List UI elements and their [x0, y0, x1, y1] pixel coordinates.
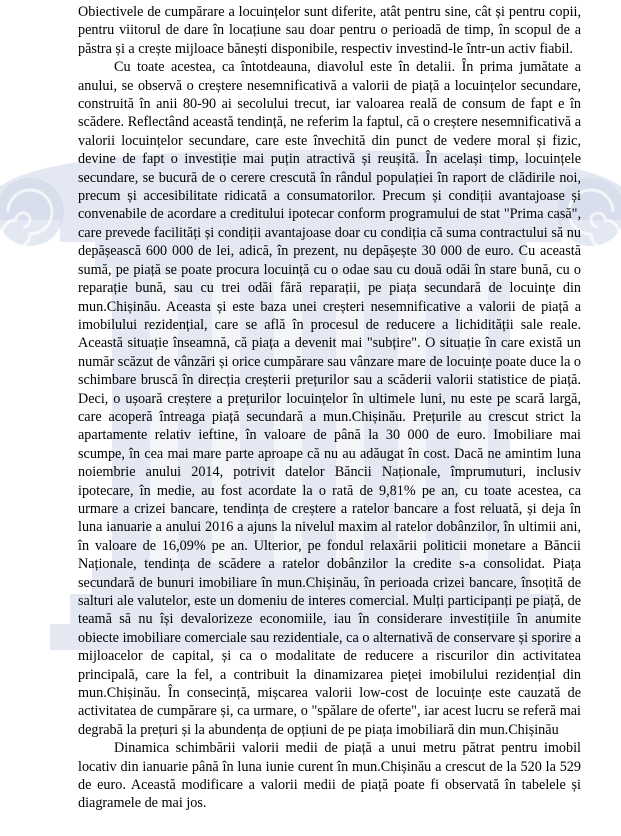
paragraph-main: Cu toate acestea, ca întotdeauna, diavolul este în detalii. În prima jumătate a anului, se observă o creștere nesemnificativă a valorii de piață a locuințelor secundare, construită în anii 80-90 ai secolului trecut, iar valoarea reală de consum de fapt e în scădere. Reflectând această tendință, ne referim la faptul, că o creștere nesemnificativă a valorii locuințelor secundare, care este învechită din punct de vedere moral și fizic, devine de fapt o investiție mai puțin atractivă și reușită. În același timp, locuințele secundare, se bucură de o cerere crescută în rândul populației în raport de clădirile noi, precum și accesibilitate ridicată a consumatorilor. Precum și condiții avantajoase și convenabile de acordare a creditului ipotecar conform programului de stat "Prima casă", care prevede facilități și condiții avantajoase doar cu condiția că suma contractului să nu depășească 600 000 de lei, adică, în prezent, nu depășește 30 000 de euro. Cu această sumă, pe piață se poate procura locuință cu o odae sau cu două odăi în stare bună, cu o reparație bună, sau cu trei odăi fără reparații, pe piața secundară de locuințe din mun.Chișinău. Aceasta și este baza unei creșteri nesemnificative a valorii de piață a imobilului rezidențial, care se află în procesul de reducere a lichidității sale reale. Această situație înseamnă, că piața a devenit mai "subțire". O situație în care există un număr scăzut de vânzări și orice cumpărare sau vânzare mare de locuințe poate duce la o schimbare bruscă în direcția creșterii prețurilor sau a scăderii valorii statistice de piață. Deci, o ușoară creștere a prețurilor locuințelor în ultimele luni, nu este pe scară largă, care acoperă întreaga piață secundară a mun.Chișinău. Prețurile au crescut strict la apartamente relativ ieftine, în valoare de până la 30 000 de euro. Imobiliare mai scumpe, în cea mai mare parte aproape că nu au adăugat în cost. Dacă ne amintim luna noiembrie anului 2014, potrivit datelor Băncii Naționale, împrumuturi, inclusiv ipotecare, în medie, au fost acordate la o rată de 9,81% pe an, cu toate acestea, ca urmare a crizei bancare, tendința de creștere a ratelor bancare a fost reluată, și deja în luna ianuarie a anului 2016 a ajuns la nivelul maxim al ratelor dobânzilor, în ultimii ani, în valoare de 16,09% pe an. Ulterior, pe fondul relaxării politicii monetare a Băncii Naționale, tendința de scădere a ratelor dobânzilor la credite s-a consolidat. Piața secundară de bunuri imobiliare în mun.Chișinău, în perioada crizei bancare, însoțită de salturi ale valutelor, este un domeniu de interes comercial. Mulți participanți pe piață, de teamă să nu își devalorizeze economiile, iau în considerare investițiile în anumite obiecte imobiliare comerciale sau rezidentiale, ca o alternativă de conservare și sporire a mijloacelor de capital, și ca o modalitate de reducere a riscurilor din activitatea principală, care la fel, a contribuit la dinamizarea pieței imobilului rezidențial din mun.Chișinău. În consecință, mișcarea valorii low-cost de locuințe este cauzată de activitatea de cumpărare și, ca urmare, o "spălare de oferte", iar acest lucru se referă mai degrabă la prețuri și la abundența de opțiuni de pe piața imobiliară din mun.Chișinău: [78, 59, 582, 738]
paragraph-conclusion: Dinamica schimbării valorii medii de piață a unui metru pătrat pentru imobil locativ din ianuarie până în luna iunie curent în mun.Chișinău a crescut de la 520 la 529 de euro. Această modificare a valorii medii de piață poate fi observată în tabelele și diagramele de mai jos.: [78, 740, 581, 812]
document-body: [78, 3, 581, 813]
paragraph-intro: Obiectivele de cumpărare a locuințelor sunt diferite, atât pentru sine, cât și pentru copii, pentru viitorul de dare în locațiune sau doar pentru o perioadă de timp, în scopul de a păstra și a crește mijloace bănești disponibile, respectiv investind-le într-un activ fiabil.: [78, 4, 581, 57]
